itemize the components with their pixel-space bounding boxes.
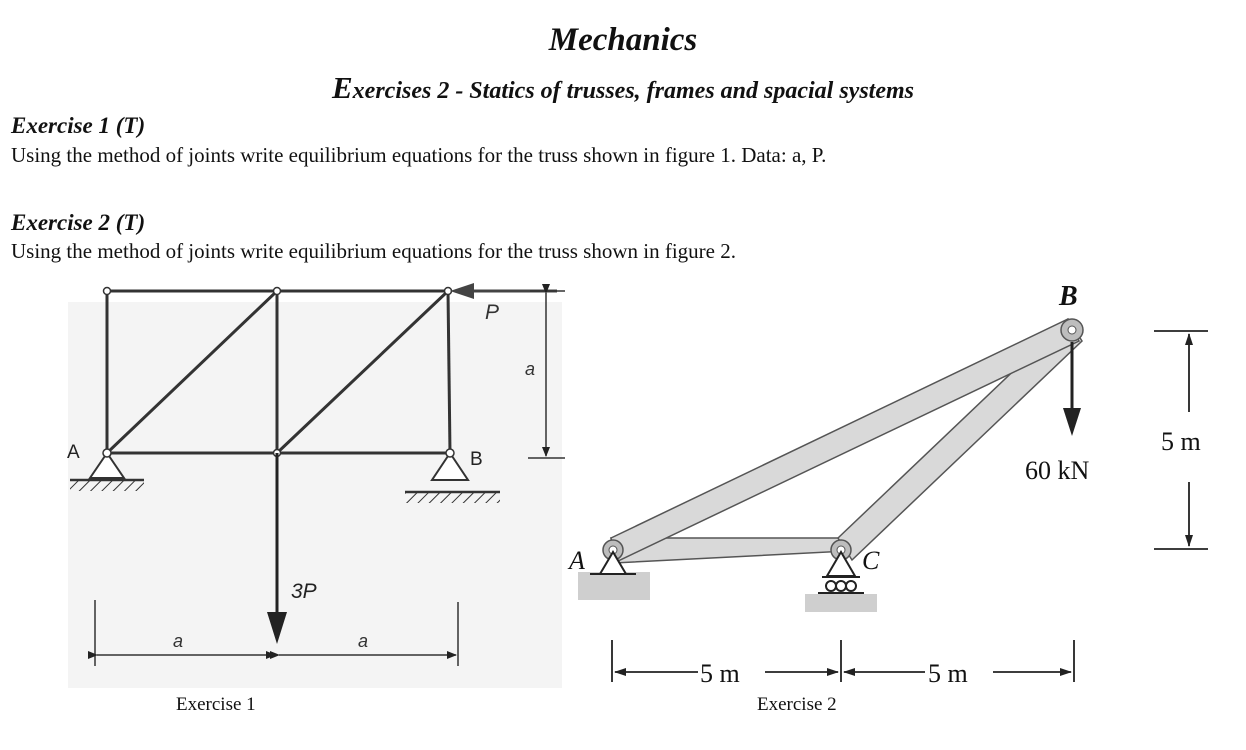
subtitle-text: xercises 2 - Statics of trusses, frames and spacial systems (352, 78, 914, 104)
label-3p: 3P (291, 580, 317, 603)
height-label: 5 m (1161, 427, 1201, 456)
label-p: P (485, 301, 500, 324)
label-span-left: a (173, 631, 184, 651)
label-span-right: a (358, 631, 369, 651)
span-right-label: 5 m (928, 659, 968, 688)
frame-members (611, 319, 1082, 563)
exercise-2-heading: Exercise 2 (T) (11, 210, 146, 235)
ground-c (805, 594, 877, 612)
pin-b (1061, 319, 1083, 341)
figure-2-caption: Exercise 2 (757, 694, 837, 715)
label-b: B (470, 449, 483, 470)
roller-support-c (818, 552, 864, 593)
span-dimension (612, 640, 1074, 682)
label-c: C (862, 546, 880, 575)
label-a: A (67, 442, 80, 463)
span-left-label: 5 m (700, 659, 740, 688)
label-a: A (569, 546, 585, 575)
exercise-1-text: Using the method of joints write equilibrium equations for the truss shown in figure 1. Data: a, P. (11, 143, 827, 167)
ground-a (578, 572, 650, 600)
label-b: B (1059, 281, 1078, 312)
page-subtitle (0, 70, 1246, 106)
exercise-2-text: Using the method of joints write equilibrium equations for the truss shown in figure 2. (11, 239, 736, 263)
truss-figure-1 (60, 272, 580, 690)
subtitle-initial: E (331, 70, 353, 105)
page-title: Mechanics (548, 22, 698, 58)
figure-1-caption: Exercise 1 (176, 694, 256, 715)
label-height-a: a (525, 359, 536, 379)
truss-figure-2 (560, 272, 1246, 690)
exercise-1-heading: Exercise 1 (T) (11, 113, 146, 138)
load-label: 60 kN (1025, 456, 1090, 485)
